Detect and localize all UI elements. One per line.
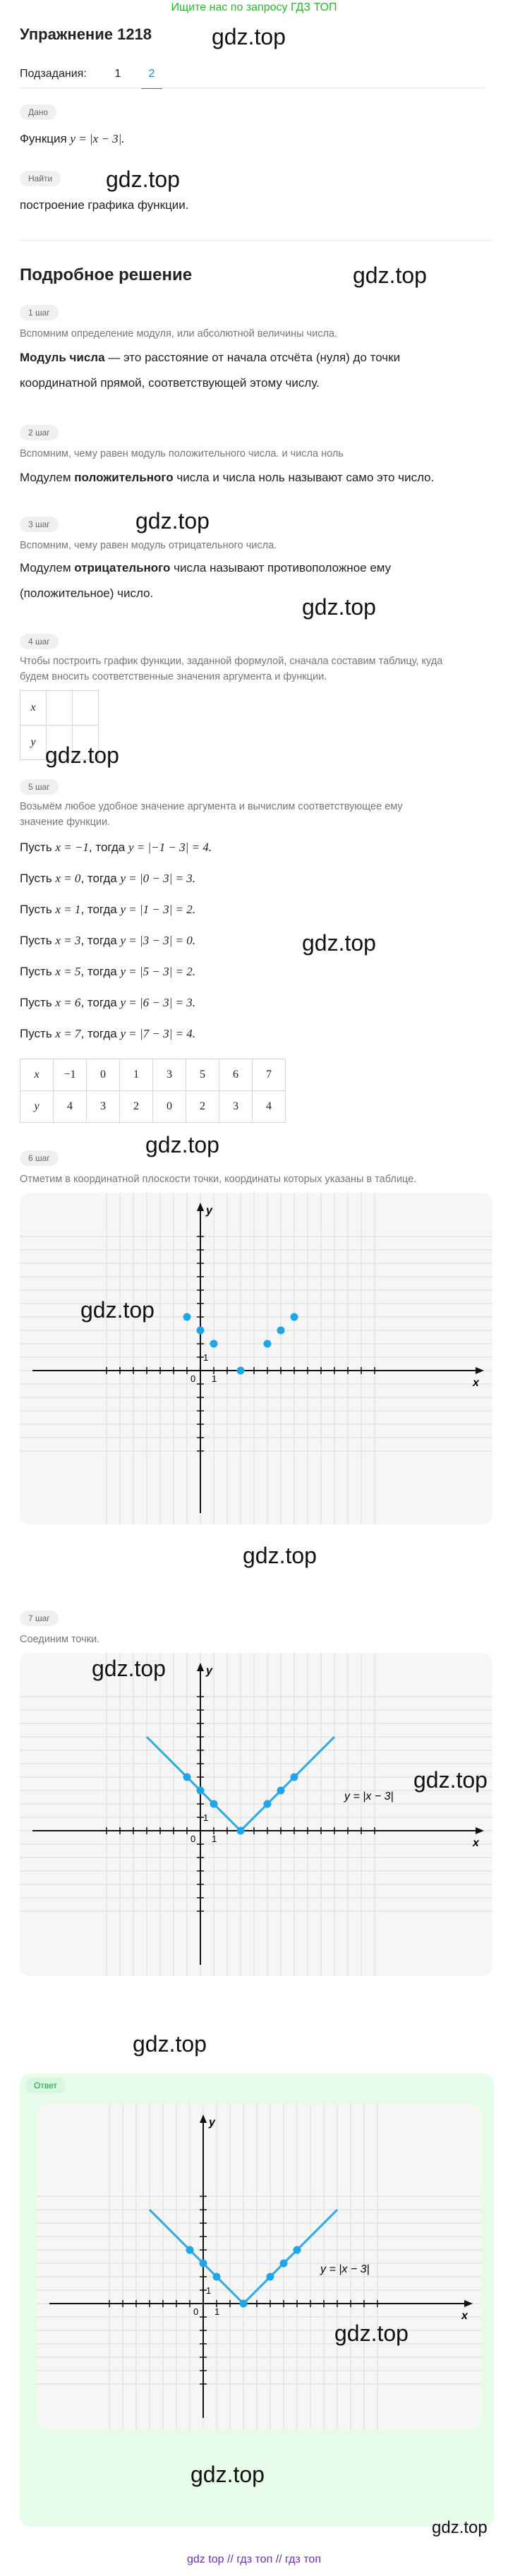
watermark: gdz.top — [92, 1656, 166, 1681]
calc-y: y = |6 − 3| = 3. — [120, 996, 196, 1009]
data-point — [237, 1827, 245, 1835]
step-4-badge: 4 шаг — [20, 634, 59, 649]
watermark: gdz.top — [80, 1297, 155, 1323]
calc-x: x = 0 — [55, 872, 81, 885]
y-axis-label: y — [206, 1205, 212, 1217]
table-cell: 2 — [120, 1091, 153, 1123]
step-1-hint: Вспомним определение модуля, или абсолютной величины числа. — [20, 328, 338, 339]
step-1-text — [20, 346, 400, 370]
calc-mid: , тогда — [80, 872, 121, 885]
x-axis-label: x — [461, 2310, 468, 2322]
data-point — [237, 1367, 245, 1375]
step-2-hint: Вспомним, чему равен модуль положительного числа. и числа ноль — [20, 448, 344, 459]
data-point — [240, 2300, 248, 2308]
given-text — [20, 127, 125, 151]
watermark: gdz.top — [334, 2321, 409, 2346]
calc-mid: , тогда — [80, 1027, 121, 1040]
table-cell — [47, 691, 73, 726]
footer-separator: // — [226, 2553, 234, 2565]
step-1-rest: — это расстояние от начала отсчёта (нуля) до точки — [104, 351, 401, 364]
given-badge: Дано — [20, 104, 56, 120]
step-2-badge: 2 шаг — [20, 425, 59, 440]
function-label: y = |x − 3| — [320, 2263, 370, 2275]
y-axis-arrow — [200, 2114, 207, 2123]
data-point — [213, 2273, 221, 2281]
calc-x: x = 7 — [55, 1027, 81, 1040]
table-cell: −1 — [54, 1059, 87, 1091]
table-row — [20, 1059, 286, 1091]
y-unit-label: 1 — [203, 1352, 209, 1363]
watermark: gdz.top — [106, 167, 180, 192]
calc-mid: , тогда — [80, 965, 121, 978]
table-cell: 3 — [153, 1059, 186, 1091]
graph-panel-line — [20, 1653, 492, 1976]
watermark: gdz.top — [432, 2518, 488, 2537]
calc-x: x = 3 — [55, 934, 81, 947]
calc-pre: Пусть — [20, 965, 56, 978]
calc-line — [20, 991, 195, 1015]
value-table — [20, 1059, 286, 1123]
data-point — [277, 1787, 285, 1795]
calc-line — [20, 960, 195, 984]
step-3-bold: отрицательного — [74, 561, 171, 574]
calc-y: y = |3 − 3| = 0. — [120, 934, 196, 947]
footer-link[interactable]: гдз топ — [236, 2553, 273, 2565]
step-3-line2: (положительное) число. — [20, 586, 154, 600]
section-divider — [20, 240, 492, 241]
calc-y: y = |−1 − 3| = 4. — [128, 841, 212, 854]
x-axis-label: x — [473, 1837, 479, 1849]
calc-pre: Пусть — [20, 872, 56, 885]
calc-mid: , тогда — [80, 996, 121, 1009]
watermark: gdz.top — [212, 24, 286, 49]
data-point — [267, 2273, 274, 2281]
calc-mid: , тогда — [80, 903, 121, 916]
x-unit-label: 1 — [212, 1834, 217, 1844]
calc-mid: , тогда — [88, 841, 128, 854]
step-7-hint: Соединим точки. — [20, 1634, 100, 1645]
step-3-text — [20, 556, 391, 580]
footer-link[interactable]: gdz top — [187, 2553, 224, 2565]
table-row-label: y — [20, 1091, 54, 1123]
calc-y: y = |7 − 3| = 4. — [120, 1027, 196, 1040]
x-unit-label: 1 — [212, 1373, 217, 1384]
table-cell: 5 — [186, 1059, 219, 1091]
calc-x: x = 1 — [55, 903, 81, 916]
step-3-hint: Вспомним, чему равен модуль отрицательного числа. — [20, 540, 277, 551]
y-axis-arrow — [197, 1663, 204, 1671]
table-cell: 4 — [54, 1091, 87, 1123]
data-point — [183, 1774, 191, 1781]
step-7-badge: 7 шаг — [20, 1611, 59, 1626]
table-cell: 0 — [87, 1059, 120, 1091]
watermark: gdz.top — [413, 1767, 488, 1793]
x-axis-arrow — [464, 2300, 473, 2307]
step-5-hint-2: значение функции. — [20, 817, 111, 828]
find-text: построение графика функции. — [20, 198, 189, 212]
points-graph — [20, 1193, 492, 1524]
watermark: gdz.top — [145, 1132, 219, 1157]
table-row — [20, 1091, 286, 1123]
origin-label: 0 — [190, 1373, 196, 1384]
answer-badge: Ответ — [25, 2078, 66, 2093]
footer-separator: // — [275, 2553, 282, 2565]
x-unit-label: 1 — [214, 2306, 220, 2317]
data-point — [280, 2260, 288, 2268]
footer-links — [0, 2553, 508, 2566]
data-point — [197, 1327, 205, 1335]
step-2-text — [20, 466, 434, 490]
calc-y: y = |1 − 3| = 2. — [120, 903, 196, 916]
step-4-hint-2: будем вносить соответственные значения аргумента и функции. — [20, 671, 327, 682]
data-point — [291, 1774, 298, 1781]
calc-x: x = 6 — [55, 996, 81, 1009]
subtasks-label: Подзадания: — [20, 68, 87, 80]
step-6-hint: Отметим в координатной плоскости точки, координаты которых указаны в таблице. — [20, 1174, 417, 1185]
table-row-label: x — [20, 691, 47, 726]
y-axis-label: y — [209, 2117, 215, 2129]
table-row-label: x — [20, 1059, 54, 1091]
graph-panel-points — [20, 1193, 492, 1524]
origin-label: 0 — [193, 2306, 199, 2317]
data-point — [200, 2260, 207, 2268]
step-1-badge: 1 шаг — [20, 305, 59, 320]
step-4-hint-1: Чтобы построить график функции, заданной формулой, сначала составим таблицу, куда — [20, 656, 443, 667]
x-axis-label: x — [473, 1377, 479, 1389]
calc-line — [20, 1022, 195, 1046]
watermark: gdz.top — [45, 742, 119, 768]
calc-pre: Пусть — [20, 1027, 56, 1040]
table-cell: 7 — [253, 1059, 286, 1091]
watermark: gdz.top — [135, 508, 210, 534]
step-1-bold: Модуль числа — [20, 351, 105, 364]
y-unit-label: 1 — [206, 2285, 212, 2296]
calc-y: y = |5 − 3| = 2. — [120, 965, 196, 978]
table-row — [20, 691, 99, 726]
y-unit-label: 1 — [203, 1812, 209, 1823]
table-cell: 3 — [87, 1091, 120, 1123]
subtask-tab-1[interactable]: 1 — [114, 68, 121, 80]
graph-panel-answer — [37, 2105, 481, 2429]
calc-line — [20, 867, 195, 891]
y-axis-label: y — [206, 1665, 212, 1677]
step-3-badge: 3 шаг — [20, 517, 59, 532]
given-prefix: Функция — [20, 132, 71, 145]
calc-pre: Пусть — [20, 934, 56, 947]
function-label: y = |x − 3| — [344, 1790, 394, 1802]
data-point — [197, 1787, 205, 1795]
data-point — [210, 1340, 218, 1348]
origin-label: 0 — [190, 1834, 196, 1844]
step-2-pre: Модулем — [20, 471, 75, 484]
step-1-line2: координатной прямой, соответствующей этому числу. — [20, 376, 320, 390]
data-point — [183, 1313, 191, 1321]
calc-y: y = |0 − 3| = 3. — [120, 872, 196, 885]
data-point — [277, 1327, 285, 1335]
calc-line — [20, 836, 212, 860]
calc-line — [20, 929, 195, 953]
calc-x: x = −1 — [55, 841, 89, 854]
step-3-post: числа называют противоположное ему — [170, 561, 392, 574]
step-6-badge: 6 шаг — [20, 1150, 59, 1166]
calc-pre: Пусть — [20, 841, 56, 854]
table-row-label: y — [20, 726, 47, 760]
table-cell: 0 — [153, 1091, 186, 1123]
footer-link[interactable]: гдз топ — [285, 2553, 321, 2565]
table-cell: 6 — [219, 1059, 253, 1091]
search-banner[interactable]: Ищите нас по запросу ГДЗ ТОП — [171, 1, 337, 13]
function-graph — [20, 1653, 492, 1976]
calc-pre: Пусть — [20, 903, 56, 916]
given-formula: y = |x − 3|. — [70, 132, 125, 145]
calc-pre: Пусть — [20, 996, 56, 1009]
step-5-badge: 5 шаг — [20, 779, 59, 795]
solution-heading: Подробное решение — [20, 265, 193, 284]
answer-graph — [37, 2105, 481, 2429]
watermark: gdz.top — [133, 2031, 207, 2057]
data-point — [264, 1340, 272, 1348]
step-5-hint-1: Возьмём любое удобное значение аргумента и вычислим соответствующее ему — [20, 801, 403, 812]
data-point — [210, 1800, 218, 1808]
watermark: gdz.top — [190, 2462, 265, 2487]
x-axis-arrow — [476, 1827, 484, 1834]
table-cell: 2 — [186, 1091, 219, 1123]
table-cell: 4 — [253, 1091, 286, 1123]
calc-line — [20, 898, 195, 922]
data-point — [264, 1800, 272, 1808]
find-badge: Найти — [20, 171, 61, 186]
page-title: Упражнение 1218 — [20, 25, 152, 43]
data-point — [294, 2246, 301, 2254]
watermark: gdz.top — [302, 594, 376, 620]
watermark: gdz.top — [353, 263, 427, 288]
x-axis-arrow — [476, 1367, 484, 1374]
step-2-bold: положительного — [74, 471, 174, 484]
table-cell — [73, 691, 99, 726]
data-point — [291, 1313, 298, 1321]
table-cell: 3 — [219, 1091, 253, 1123]
watermark: gdz.top — [243, 1543, 317, 1568]
calc-x: x = 5 — [55, 965, 81, 978]
y-axis-arrow — [197, 1203, 204, 1211]
step-2-post: числа и числа ноль называют само это число. — [173, 471, 435, 484]
subtask-tab-2[interactable]: 2 — [141, 68, 162, 89]
calc-mid: , тогда — [80, 934, 121, 947]
watermark: gdz.top — [302, 930, 376, 956]
table-cell: 1 — [120, 1059, 153, 1091]
step-3-pre: Модулем — [20, 561, 75, 574]
data-point — [186, 2246, 194, 2254]
